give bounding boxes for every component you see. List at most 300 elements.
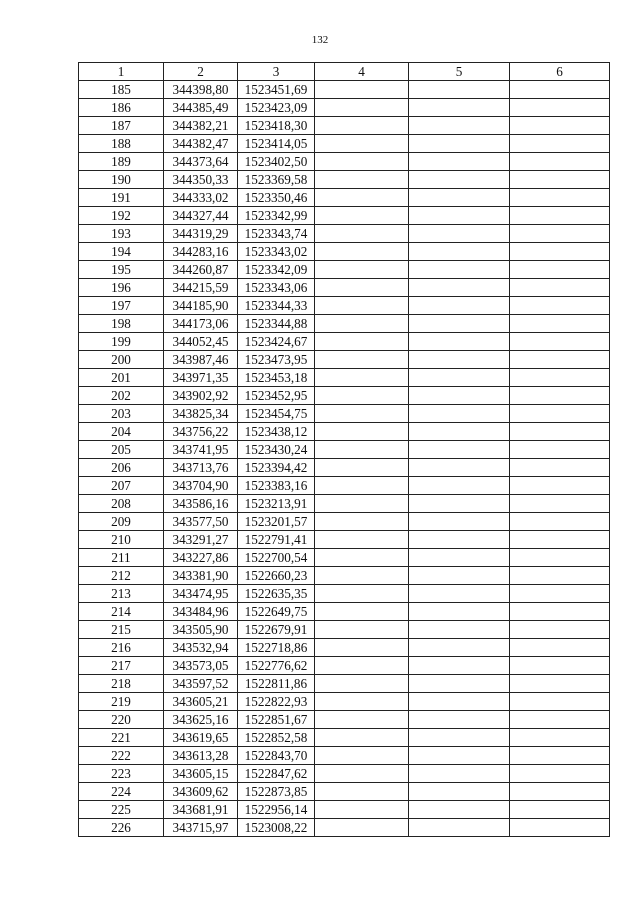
x-coordinate-cell: 344283,16 [164,243,238,261]
empty-cell-col-6 [510,333,610,351]
y-coordinate-cell: 1522679,91 [238,621,315,639]
y-coordinate-cell: 1523452,95 [238,387,315,405]
empty-cell-col-6 [510,351,610,369]
point-number-cell: 205 [79,441,164,459]
empty-cell-col-6 [510,207,610,225]
table-row [79,405,610,423]
table-row [79,711,610,729]
empty-cell-col-6 [510,117,610,135]
empty-cell-col-6 [510,783,610,801]
empty-cell-col-5 [409,117,510,135]
empty-cell-col-4 [315,603,409,621]
empty-cell-col-6 [510,441,610,459]
empty-cell-col-4 [315,567,409,585]
empty-cell-col-4 [315,153,409,171]
empty-cell-col-4 [315,225,409,243]
column-header-6: 6 [510,63,610,81]
empty-cell-col-4 [315,693,409,711]
table-row [79,441,610,459]
empty-cell-col-5 [409,279,510,297]
point-number-cell: 203 [79,405,164,423]
empty-cell-col-6 [510,153,610,171]
empty-cell-col-5 [409,657,510,675]
point-number-cell: 212 [79,567,164,585]
empty-cell-col-4 [315,621,409,639]
y-coordinate-cell: 1523369,58 [238,171,315,189]
page-number: 132 [311,34,329,46]
empty-cell-col-5 [409,441,510,459]
empty-cell-col-4 [315,747,409,765]
y-coordinate-cell: 1523423,09 [238,99,315,117]
x-coordinate-cell: 344260,87 [164,261,238,279]
empty-cell-col-5 [409,315,510,333]
y-coordinate-cell: 1522811,86 [238,675,315,693]
x-coordinate-cell: 343825,34 [164,405,238,423]
table-header-row [79,63,610,81]
empty-cell-col-5 [409,369,510,387]
table-row [79,243,610,261]
table-row [79,549,610,567]
empty-cell-col-4 [315,819,409,837]
empty-cell-col-4 [315,531,409,549]
empty-cell-col-6 [510,171,610,189]
y-coordinate-cell: 1523344,33 [238,297,315,315]
table-row [79,801,610,819]
coordinates-table [78,62,610,837]
y-coordinate-cell: 1523451,69 [238,81,315,99]
empty-cell-col-4 [315,99,409,117]
empty-cell-col-6 [510,81,610,99]
point-number-cell: 194 [79,243,164,261]
point-number-cell: 204 [79,423,164,441]
point-number-cell: 226 [79,819,164,837]
empty-cell-col-5 [409,567,510,585]
x-coordinate-cell: 343291,27 [164,531,238,549]
table-row [79,207,610,225]
y-coordinate-cell: 1522843,70 [238,747,315,765]
empty-cell-col-6 [510,531,610,549]
x-coordinate-cell: 343625,16 [164,711,238,729]
y-coordinate-cell: 1523213,91 [238,495,315,513]
point-number-cell: 224 [79,783,164,801]
empty-cell-col-4 [315,135,409,153]
point-number-cell: 200 [79,351,164,369]
empty-cell-col-6 [510,513,610,531]
empty-cell-col-4 [315,279,409,297]
empty-cell-col-5 [409,729,510,747]
point-number-cell: 191 [79,189,164,207]
empty-cell-col-6 [510,711,610,729]
empty-cell-col-6 [510,567,610,585]
empty-cell-col-5 [409,531,510,549]
empty-cell-col-5 [409,171,510,189]
table-row [79,495,610,513]
y-coordinate-cell: 1523473,95 [238,351,315,369]
x-coordinate-cell: 343902,92 [164,387,238,405]
empty-cell-col-4 [315,459,409,477]
empty-cell-col-5 [409,747,510,765]
empty-cell-col-5 [409,621,510,639]
x-coordinate-cell: 344319,29 [164,225,238,243]
empty-cell-col-5 [409,423,510,441]
empty-cell-col-4 [315,117,409,135]
empty-cell-col-4 [315,81,409,99]
y-coordinate-cell: 1522718,86 [238,639,315,657]
empty-cell-col-6 [510,135,610,153]
x-coordinate-cell: 344382,21 [164,117,238,135]
table-row [79,747,610,765]
empty-cell-col-6 [510,801,610,819]
y-coordinate-cell: 1522956,14 [238,801,315,819]
table-row [79,153,610,171]
table-row [79,189,610,207]
y-coordinate-cell: 1522649,75 [238,603,315,621]
empty-cell-col-6 [510,297,610,315]
x-coordinate-cell: 343605,21 [164,693,238,711]
y-coordinate-cell: 1523343,74 [238,225,315,243]
x-coordinate-cell: 343704,90 [164,477,238,495]
empty-cell-col-5 [409,693,510,711]
table-body [79,81,610,837]
point-number-cell: 221 [79,729,164,747]
table-row [79,765,610,783]
empty-cell-col-6 [510,279,610,297]
y-coordinate-cell: 1523201,57 [238,513,315,531]
empty-cell-col-6 [510,261,610,279]
column-header-3: 3 [238,63,315,81]
point-number-cell: 185 [79,81,164,99]
point-number-cell: 210 [79,531,164,549]
empty-cell-col-6 [510,405,610,423]
table-row [79,675,610,693]
point-number-cell: 206 [79,459,164,477]
empty-cell-col-5 [409,603,510,621]
empty-cell-col-5 [409,549,510,567]
empty-cell-col-5 [409,783,510,801]
column-header-4: 4 [315,63,409,81]
empty-cell-col-4 [315,513,409,531]
empty-cell-col-4 [315,765,409,783]
point-number-cell: 193 [79,225,164,243]
point-number-cell: 218 [79,675,164,693]
table-row [79,423,610,441]
table-row [79,459,610,477]
empty-cell-col-6 [510,603,610,621]
empty-cell-col-6 [510,387,610,405]
y-coordinate-cell: 1522635,35 [238,585,315,603]
x-coordinate-cell: 343987,46 [164,351,238,369]
empty-cell-col-5 [409,459,510,477]
y-coordinate-cell: 1523342,09 [238,261,315,279]
point-number-cell: 186 [79,99,164,117]
empty-cell-col-6 [510,585,610,603]
empty-cell-col-5 [409,99,510,117]
y-coordinate-cell: 1523343,02 [238,243,315,261]
empty-cell-col-4 [315,801,409,819]
y-coordinate-cell: 1522851,67 [238,711,315,729]
empty-cell-col-4 [315,783,409,801]
empty-cell-col-5 [409,333,510,351]
empty-cell-col-5 [409,819,510,837]
point-number-cell: 215 [79,621,164,639]
table-row [79,279,610,297]
empty-cell-col-4 [315,675,409,693]
empty-cell-col-6 [510,693,610,711]
empty-cell-col-5 [409,135,510,153]
y-coordinate-cell: 1523383,16 [238,477,315,495]
table-row [79,261,610,279]
point-number-cell: 216 [79,639,164,657]
empty-cell-col-4 [315,297,409,315]
empty-cell-col-4 [315,207,409,225]
empty-cell-col-6 [510,657,610,675]
point-number-cell: 195 [79,261,164,279]
table-row [79,351,610,369]
table-row [79,531,610,549]
y-coordinate-cell: 1523418,30 [238,117,315,135]
x-coordinate-cell: 343577,50 [164,513,238,531]
point-number-cell: 209 [79,513,164,531]
x-coordinate-cell: 343605,15 [164,765,238,783]
point-number-cell: 223 [79,765,164,783]
table-row [79,369,610,387]
empty-cell-col-4 [315,549,409,567]
x-coordinate-cell: 343609,62 [164,783,238,801]
empty-cell-col-6 [510,477,610,495]
empty-cell-col-4 [315,729,409,747]
empty-cell-col-5 [409,711,510,729]
empty-cell-col-6 [510,243,610,261]
empty-cell-col-6 [510,189,610,207]
point-number-cell: 188 [79,135,164,153]
table-row [79,333,610,351]
point-number-cell: 189 [79,153,164,171]
table-row [79,171,610,189]
point-number-cell: 198 [79,315,164,333]
point-number-cell: 220 [79,711,164,729]
point-number-cell: 199 [79,333,164,351]
y-coordinate-cell: 1522791,41 [238,531,315,549]
x-coordinate-cell: 343741,95 [164,441,238,459]
table-row [79,603,610,621]
empty-cell-col-4 [315,261,409,279]
empty-cell-col-6 [510,225,610,243]
x-coordinate-cell: 343484,96 [164,603,238,621]
y-coordinate-cell: 1522660,23 [238,567,315,585]
x-coordinate-cell: 343573,05 [164,657,238,675]
y-coordinate-cell: 1523394,42 [238,459,315,477]
x-coordinate-cell: 343586,16 [164,495,238,513]
empty-cell-col-4 [315,243,409,261]
y-coordinate-cell: 1522822,93 [238,693,315,711]
empty-cell-col-6 [510,369,610,387]
table-row [79,387,610,405]
y-coordinate-cell: 1523350,46 [238,189,315,207]
x-coordinate-cell: 343715,97 [164,819,238,837]
empty-cell-col-4 [315,495,409,513]
y-coordinate-cell: 1523454,75 [238,405,315,423]
empty-cell-col-6 [510,99,610,117]
empty-cell-col-5 [409,387,510,405]
point-number-cell: 187 [79,117,164,135]
empty-cell-col-4 [315,351,409,369]
empty-cell-col-4 [315,477,409,495]
table-row [79,117,610,135]
point-number-cell: 208 [79,495,164,513]
table-row [79,621,610,639]
x-coordinate-cell: 343681,91 [164,801,238,819]
empty-cell-col-4 [315,423,409,441]
empty-cell-col-6 [510,495,610,513]
y-coordinate-cell: 1523430,24 [238,441,315,459]
y-coordinate-cell: 1523424,67 [238,333,315,351]
empty-cell-col-5 [409,405,510,423]
empty-cell-col-6 [510,747,610,765]
empty-cell-col-6 [510,675,610,693]
empty-cell-col-5 [409,639,510,657]
empty-cell-col-4 [315,585,409,603]
empty-cell-col-6 [510,621,610,639]
table-row [79,81,610,99]
empty-cell-col-4 [315,441,409,459]
table-row [79,513,610,531]
empty-cell-col-6 [510,819,610,837]
empty-cell-col-5 [409,585,510,603]
x-coordinate-cell: 343532,94 [164,639,238,657]
empty-cell-col-6 [510,729,610,747]
y-coordinate-cell: 1523438,12 [238,423,315,441]
empty-cell-col-4 [315,711,409,729]
empty-cell-col-5 [409,495,510,513]
point-number-cell: 196 [79,279,164,297]
y-coordinate-cell: 1523414,05 [238,135,315,153]
empty-cell-col-6 [510,549,610,567]
x-coordinate-cell: 344327,44 [164,207,238,225]
x-coordinate-cell: 343597,52 [164,675,238,693]
x-coordinate-cell: 344350,33 [164,171,238,189]
y-coordinate-cell: 1522873,85 [238,783,315,801]
table-row [79,99,610,117]
empty-cell-col-6 [510,315,610,333]
x-coordinate-cell: 344333,02 [164,189,238,207]
x-coordinate-cell: 343971,35 [164,369,238,387]
x-coordinate-cell: 343713,76 [164,459,238,477]
x-coordinate-cell: 344373,64 [164,153,238,171]
y-coordinate-cell: 1522776,62 [238,657,315,675]
table-row [79,819,610,837]
table-row [79,135,610,153]
x-coordinate-cell: 344398,80 [164,81,238,99]
empty-cell-col-5 [409,297,510,315]
empty-cell-col-4 [315,189,409,207]
y-coordinate-cell: 1523008,22 [238,819,315,837]
point-number-cell: 225 [79,801,164,819]
x-coordinate-cell: 343619,65 [164,729,238,747]
empty-cell-col-6 [510,423,610,441]
empty-cell-col-5 [409,675,510,693]
x-coordinate-cell: 344215,59 [164,279,238,297]
empty-cell-col-5 [409,765,510,783]
table-row [79,315,610,333]
point-number-cell: 207 [79,477,164,495]
x-coordinate-cell: 343756,22 [164,423,238,441]
point-number-cell: 197 [79,297,164,315]
point-number-cell: 219 [79,693,164,711]
x-coordinate-cell: 343381,90 [164,567,238,585]
empty-cell-col-5 [409,243,510,261]
empty-cell-col-5 [409,477,510,495]
empty-cell-col-4 [315,369,409,387]
table-row [79,639,610,657]
empty-cell-col-5 [409,351,510,369]
point-number-cell: 211 [79,549,164,567]
table-row [79,567,610,585]
table-row [79,783,610,801]
column-header-2: 2 [164,63,238,81]
point-number-cell: 190 [79,171,164,189]
empty-cell-col-4 [315,315,409,333]
column-header-5: 5 [409,63,510,81]
point-number-cell: 217 [79,657,164,675]
y-coordinate-cell: 1523342,99 [238,207,315,225]
empty-cell-col-4 [315,405,409,423]
empty-cell-col-6 [510,459,610,477]
empty-cell-col-4 [315,333,409,351]
table-row [79,729,610,747]
table-row [79,657,610,675]
y-coordinate-cell: 1523453,18 [238,369,315,387]
x-coordinate-cell: 343474,95 [164,585,238,603]
empty-cell-col-5 [409,225,510,243]
empty-cell-col-4 [315,171,409,189]
empty-cell-col-4 [315,657,409,675]
x-coordinate-cell: 344173,06 [164,315,238,333]
empty-cell-col-5 [409,261,510,279]
table-row [79,693,610,711]
point-number-cell: 192 [79,207,164,225]
empty-cell-col-5 [409,801,510,819]
empty-cell-col-5 [409,81,510,99]
table-row [79,585,610,603]
y-coordinate-cell: 1522852,58 [238,729,315,747]
x-coordinate-cell: 344052,45 [164,333,238,351]
empty-cell-col-4 [315,387,409,405]
table-row [79,297,610,315]
x-coordinate-cell: 344382,47 [164,135,238,153]
point-number-cell: 213 [79,585,164,603]
table-row [79,477,610,495]
y-coordinate-cell: 1522847,62 [238,765,315,783]
empty-cell-col-6 [510,765,610,783]
table-row [79,225,610,243]
column-header-1: 1 [79,63,164,81]
point-number-cell: 214 [79,603,164,621]
empty-cell-col-4 [315,639,409,657]
empty-cell-col-5 [409,153,510,171]
x-coordinate-cell: 343613,28 [164,747,238,765]
x-coordinate-cell: 344385,49 [164,99,238,117]
empty-cell-col-5 [409,189,510,207]
point-number-cell: 202 [79,387,164,405]
empty-cell-col-6 [510,639,610,657]
empty-cell-col-5 [409,513,510,531]
x-coordinate-cell: 343227,86 [164,549,238,567]
y-coordinate-cell: 1523343,06 [238,279,315,297]
x-coordinate-cell: 343505,90 [164,621,238,639]
y-coordinate-cell: 1523344,88 [238,315,315,333]
point-number-cell: 201 [79,369,164,387]
empty-cell-col-5 [409,207,510,225]
